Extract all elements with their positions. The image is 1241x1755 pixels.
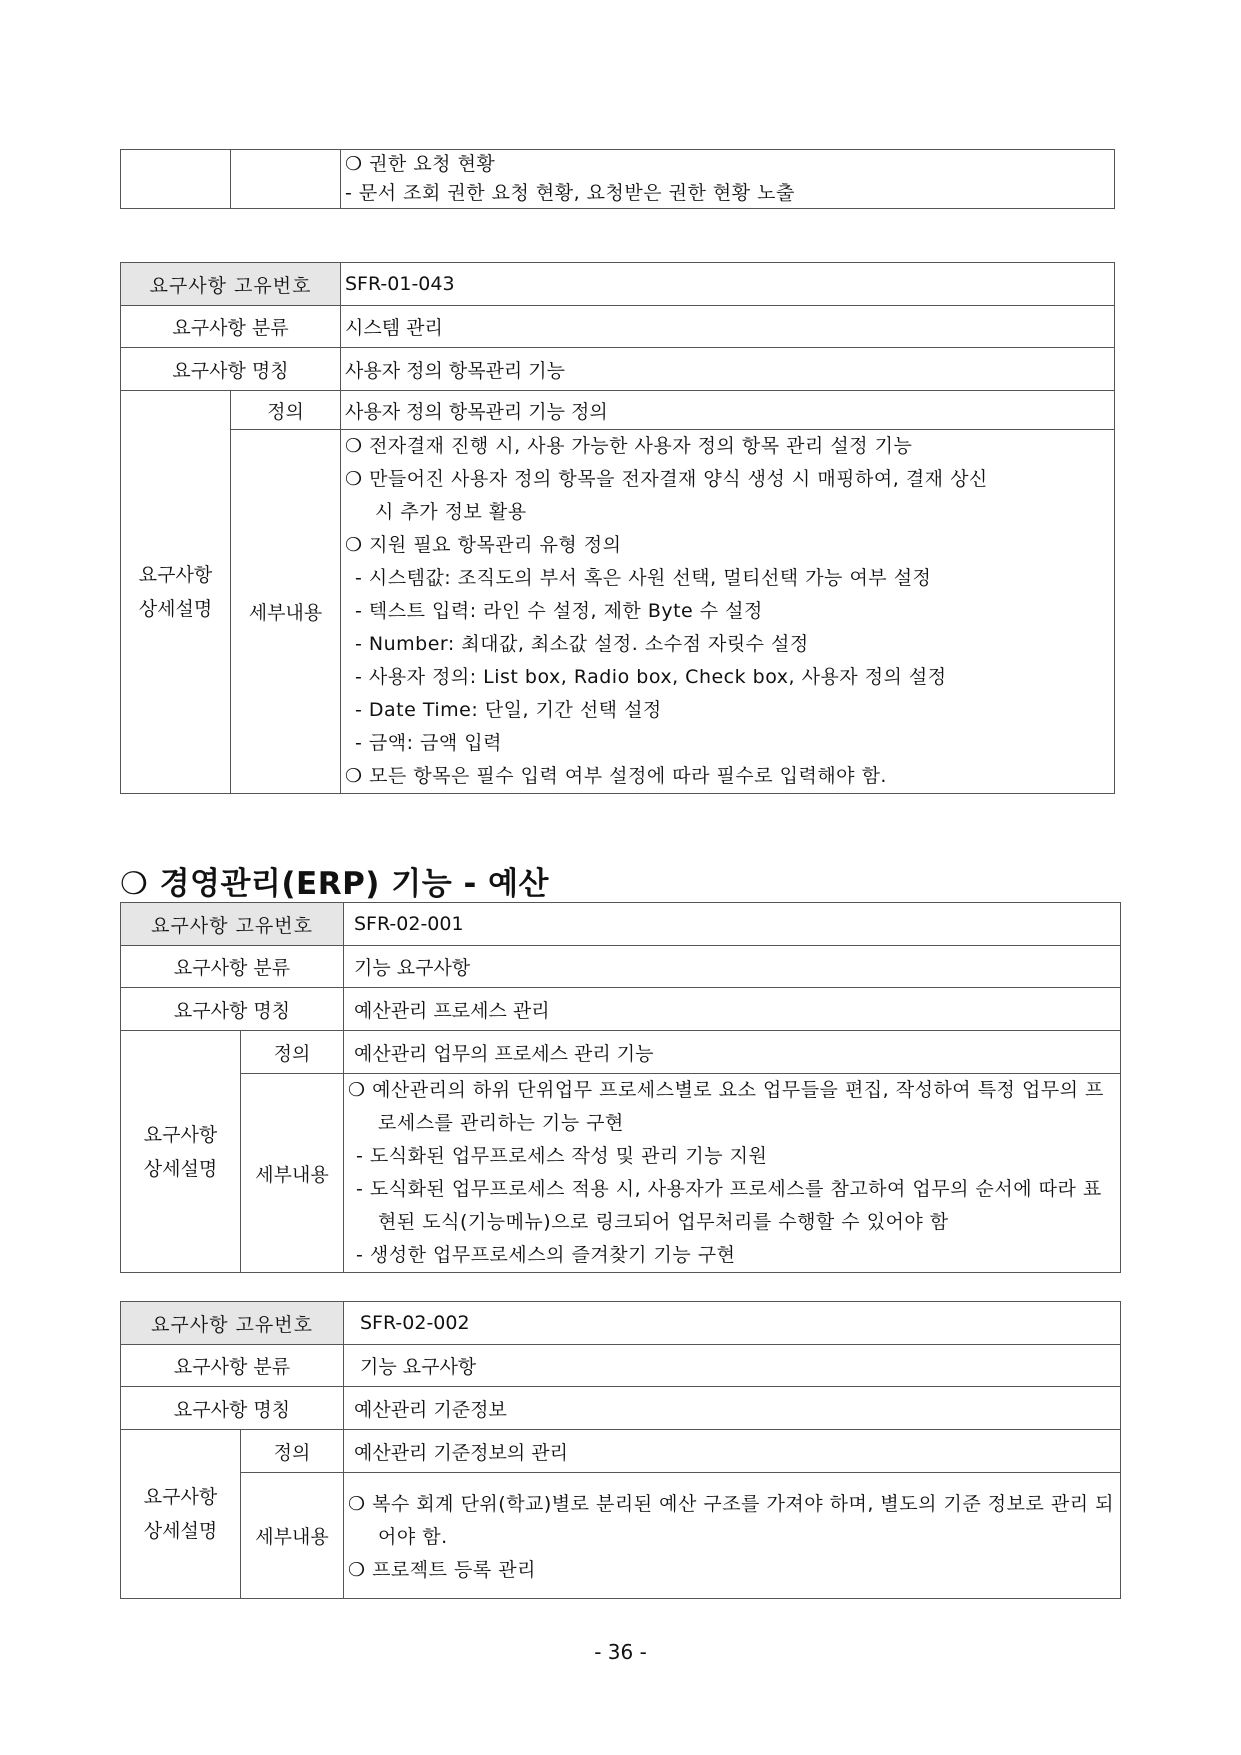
requirement-id: SFR-01-043: [341, 263, 1115, 306]
detail-line: - 텍스트 입력: 라인 수 설정, 제한 Byte 수 설정: [355, 600, 763, 622]
detail-line: ❍ 권한 요청 현황: [345, 153, 496, 175]
requirement-id: SFR-02-002: [344, 1302, 1121, 1345]
requirement-table-sfr-02-001: [120, 902, 1121, 1273]
requirement-name: 사용자 정의 항목관리 기능: [341, 348, 1115, 391]
detail-line: 로세스를 관리하는 기능 구현: [378, 1112, 624, 1134]
detail-line: ❍ 프로젝트 등록 관리: [348, 1559, 536, 1581]
requirement-definition: 예산관리 기준정보의 관리: [344, 1430, 1121, 1473]
top-continuation-table: [120, 149, 1115, 209]
detail-line: - 사용자 정의: List box, Radio box, Check box, 사용자 정의 설정: [355, 666, 947, 688]
detail-line: ❍ 지원 필요 항목관리 유형 정의: [345, 534, 622, 556]
category-label: 요구사항 분류: [121, 306, 341, 348]
requirement-id: SFR-02-001: [344, 903, 1121, 946]
continuation-details: [341, 150, 1115, 209]
requirement-name: 예산관리 기준정보: [344, 1387, 1121, 1430]
name-label: 요구사항 명칭: [121, 988, 344, 1031]
id-label: 요구사항 고유번호: [121, 263, 341, 306]
requirement-details: [344, 1473, 1121, 1599]
detail-label-line2: 상세설명: [143, 1157, 218, 1180]
details-label: 세부내용: [241, 1473, 344, 1599]
details-label: 세부내용: [241, 1074, 344, 1273]
detail-line: - 도식화된 업무프로세스 적용 시, 사용자가 프로세스를 참고하여 업무의 순서에 따라 표: [356, 1178, 1102, 1200]
empty-cell: [121, 150, 231, 209]
requirement-name: 예산관리 프로세스 관리: [344, 988, 1121, 1031]
detail-description-label: [121, 1031, 241, 1273]
requirement-table-sfr-01-043: [120, 262, 1115, 794]
detail-line: - 금액: 금액 입력: [355, 732, 503, 754]
detail-line: 시 추가 정보 활용: [375, 501, 527, 523]
detail-label-line1: 요구사항: [143, 1123, 218, 1146]
page-number: - 36 -: [594, 1640, 647, 1664]
requirement-definition: 사용자 정의 항목관리 기능 정의: [341, 391, 1115, 430]
requirement-table-sfr-02-002: [120, 1301, 1121, 1599]
requirement-category: 기능 요구사항: [344, 1345, 1121, 1387]
detail-label-line2: 상세설명: [143, 1520, 218, 1542]
detail-line: - 시스템값: 조직도의 부서 혹은 사원 선택, 멀티선택 가능 여부 설정: [355, 567, 932, 589]
detail-line: ❍ 모든 항목은 필수 입력 여부 설정에 따라 필수로 입력해야 함.: [345, 765, 887, 787]
detail-line: - 생성한 업무프로세스의 즐겨찾기 기능 구현: [356, 1244, 736, 1266]
detail-line: 어야 함.: [378, 1526, 448, 1548]
detail-description-label: [121, 391, 231, 794]
detail-line: ❍ 전자결재 진행 시, 사용 가능한 사용자 정의 항목 관리 설정 기능: [345, 435, 913, 457]
requirement-category: 시스템 관리: [341, 306, 1115, 348]
section-title: ❍ 경영관리(ERP) 기능 - 예산: [120, 866, 549, 902]
requirement-details: [344, 1074, 1121, 1273]
detail-label-line1: 요구사항: [138, 564, 213, 586]
name-label: 요구사항 명칭: [121, 1387, 344, 1430]
detail-description-label: [121, 1430, 241, 1599]
detail-label-line2: 상세설명: [138, 598, 213, 620]
detail-line: ❍ 예산관리의 하위 단위업무 프로세스별로 요소 업무들을 편집, 작성하여 특정 업무의 프: [348, 1079, 1104, 1101]
empty-cell: [231, 150, 341, 209]
definition-label: 정의: [241, 1031, 344, 1074]
detail-line: ❍ 복수 회계 단위(학교)별로 분리된 예산 구조를 가져야 하며, 별도의 기준 정보로 관리 되: [348, 1493, 1114, 1515]
detail-line: ❍ 만들어진 사용자 정의 항목을 전자결재 양식 생성 시 매핑하여, 결재 상신: [345, 468, 988, 490]
detail-line: - Date Time: 단일, 기간 선택 설정: [355, 699, 662, 721]
requirement-details: [341, 430, 1115, 794]
detail-line: 현된 도식(기능메뉴)으로 링크되어 업무처리를 수행할 수 있어야 함: [378, 1211, 949, 1233]
detail-line: - 문서 조회 권한 요청 현황, 요청받은 권한 현황 노출: [345, 182, 795, 204]
category-label: 요구사항 분류: [121, 1345, 344, 1387]
id-label: 요구사항 고유번호: [121, 903, 344, 946]
definition-label: 정의: [231, 391, 341, 430]
definition-label: 정의: [241, 1430, 344, 1473]
requirement-definition: 예산관리 업무의 프로세스 관리 기능: [344, 1031, 1121, 1074]
detail-line: - Number: 최대값, 최소값 설정. 소수점 자릿수 설정: [355, 633, 809, 655]
id-label: 요구사항 고유번호: [121, 1302, 344, 1345]
category-label: 요구사항 분류: [121, 946, 344, 988]
details-label: 세부내용: [231, 430, 341, 794]
detail-label-line1: 요구사항: [143, 1486, 218, 1508]
requirement-category: 기능 요구사항: [344, 946, 1121, 988]
detail-line: - 도식화된 업무프로세스 작성 및 관리 기능 지원: [356, 1145, 768, 1167]
name-label: 요구사항 명칭: [121, 348, 341, 391]
